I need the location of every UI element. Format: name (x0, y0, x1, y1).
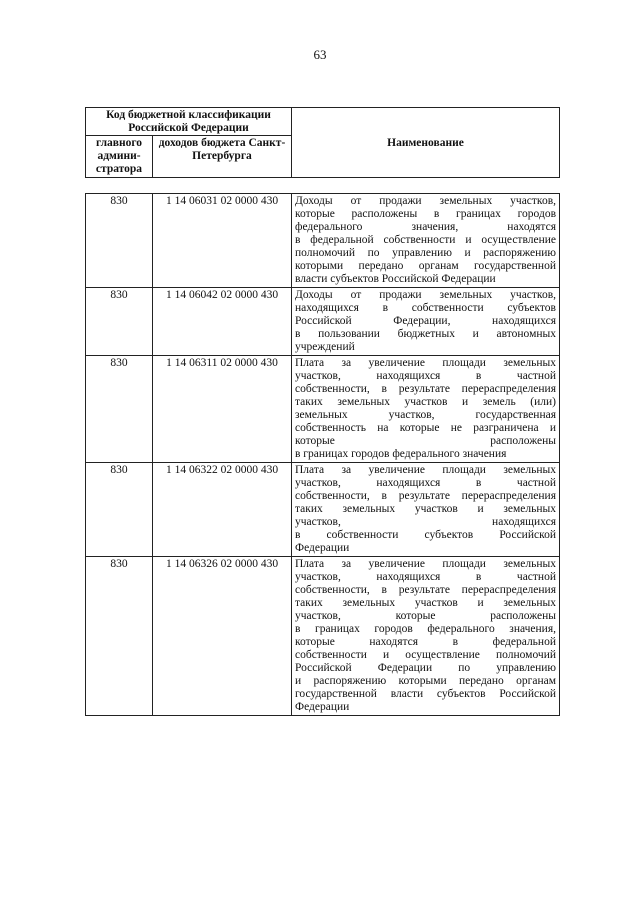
description-line: участков, находящихся в частной (295, 571, 556, 583)
table-row (86, 463, 560, 557)
table-row (86, 194, 560, 288)
description-line: участков, находящихся в частной (295, 370, 556, 382)
income-code: 1 14 06311 02 0000 430 (153, 356, 292, 463)
description-line: собственности, в результате перераспределения (295, 584, 556, 596)
description-line: Доходы от продажи земельных участков, (295, 289, 556, 301)
description-line: которыми передано органам государственной (295, 260, 556, 272)
description-line: Плата за увеличение площади земельных (295, 464, 556, 476)
description-line: собственность на которые не разграничена и (295, 422, 556, 434)
classification-table (85, 193, 560, 716)
description-line: полномочий по управлению и распоряжению (295, 247, 556, 259)
description-line: участков, находящихся (295, 516, 556, 528)
table-row (86, 356, 560, 463)
income-code: 1 14 06031 02 0000 430 (153, 194, 292, 288)
admin-code: 830 (86, 356, 153, 463)
admin-code: 830 (86, 194, 153, 288)
description-line: Федерации (295, 542, 350, 554)
table-header (85, 107, 560, 178)
table-row (86, 557, 560, 716)
description-line: федерального значения, находятся (295, 221, 556, 233)
description-line: которые находятся в федеральной (295, 636, 556, 648)
description-line: таких земельных участков и земельных (295, 597, 556, 609)
income-description (292, 356, 560, 463)
description-line: в границах городов федерального значения, (295, 623, 556, 635)
admin-code: 830 (86, 557, 153, 716)
description-line: находящихся в собственности субъектов (295, 302, 556, 314)
header-income: доходов бюджета Санкт-Петербурга (153, 136, 292, 178)
header-group-title: Код бюджетной классификации Российской Федерации (86, 108, 292, 136)
header-name: Наименование (292, 108, 560, 178)
description-line: собственности, в результате перераспределения (295, 490, 556, 502)
income-description (292, 557, 560, 716)
description-line: государственной власти субъектов Российской (295, 688, 556, 700)
description-line: которые расположены в границах городов (295, 208, 556, 220)
description-line: участков, которые расположены (295, 610, 556, 622)
admin-code: 830 (86, 288, 153, 356)
description-line: таких земельных участков и земельных (295, 503, 556, 515)
page-number: 63 (313, 47, 327, 62)
description-line: учреждений (295, 341, 355, 353)
income-description (292, 463, 560, 557)
income-description (292, 288, 560, 356)
description-line: Плата за увеличение площади земельных (295, 357, 556, 369)
income-code: 1 14 06322 02 0000 430 (153, 463, 292, 557)
description-line: Плата за увеличение площади земельных (295, 558, 556, 570)
income-description (292, 194, 560, 288)
description-line: власти субъектов Российской Федерации (295, 273, 496, 285)
description-line: Российской Федерации по управлению (295, 662, 556, 674)
description-line: и распоряжению которыми передано органам (295, 675, 556, 687)
income-code: 1 14 06326 02 0000 430 (153, 557, 292, 716)
admin-code: 830 (86, 463, 153, 557)
description-line: земельных участков, государственная (295, 409, 556, 421)
header-admin: главного админи-стратора (86, 136, 153, 178)
description-line: собственности и осуществление полномочий (295, 649, 556, 661)
income-code: 1 14 06042 02 0000 430 (153, 288, 292, 356)
description-line: в федеральной собственности и осуществление (295, 234, 556, 246)
description-line: Доходы от продажи земельных участков, (295, 195, 556, 207)
table-row (86, 288, 560, 356)
description-line: в пользовании бюджетных и автономных (295, 328, 556, 340)
description-line: таких земельных участков и земель (или) (295, 396, 556, 408)
description-line: в собственности субъектов Российской (295, 529, 556, 541)
description-line: Российской Федерации, находящихся (295, 315, 556, 327)
description-line: участков, находящихся в частной (295, 477, 556, 489)
description-line: которые расположены (295, 435, 556, 447)
description-line: в границах городов федерального значения (295, 448, 507, 460)
description-line: Федерации (295, 701, 350, 713)
description-line: собственности, в результате перераспределения (295, 383, 556, 395)
